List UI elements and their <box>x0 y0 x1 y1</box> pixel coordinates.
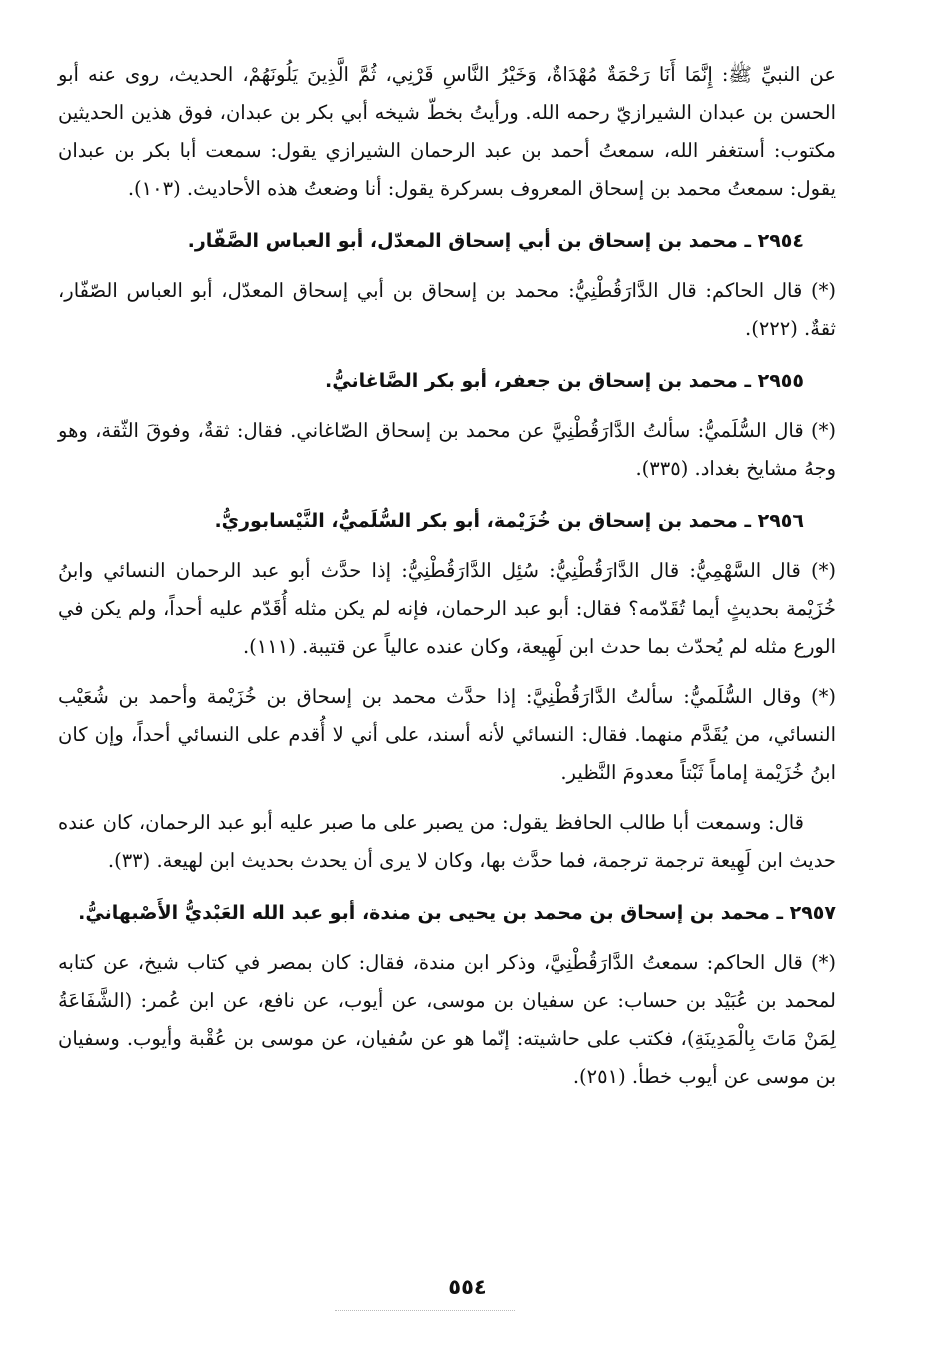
spacer <box>58 348 836 362</box>
spacer <box>58 208 836 222</box>
spacer <box>58 666 836 678</box>
entry-paragraph: (*) قال السَّهْمِيُّ: قال الدَّارَقُطْنِيُّ: سُئِل الدَّارَقُطْنِيُّ: إذا حدَّث أبو عبد الرحمان النسائي وابنُ خُزَيْمة بحديثٍ أيما تُقَدّمه؟ فقال: أبو عبد الرحمان، فإنه لم يكن مثله أُقَدّم عليه أحداً، ولم يكن في الورع مثله لم يُحدّث بما حدث ابن لَهِيعة، وكان عنده عالياً عن قتيبة. (١١١). <box>58 559 836 658</box>
entry-paragraph: (*) قال الحاكم: قال الدَّارَقُطْنِيُّ: محمد بن إسحاق بن أبي إسحاق المعدّل، أبو العباس الصّفّار، ثقةٌ. (٢٢٢). <box>58 279 836 340</box>
spacer <box>58 540 836 552</box>
entry-2957 <box>58 894 836 1096</box>
spacer <box>58 880 836 894</box>
entry-paragraph: (*) قال السُّلَميُّ: سألتُ الدَّارَقُطْنِيَّ عن محمد بن إسحاق الصّاغاني. فقال: ثقةٌ، وفوقَ الثّقة، وهو وجهُ مشايخ بغداد. (٣٣٥). <box>58 419 836 480</box>
entry-2956 <box>58 502 836 880</box>
entry-heading: ٢٩٥٤ ـ محمد بن إسحاق بن أبي إسحاق المعدّل، أبو العباس الصَّفّار. <box>187 230 804 252</box>
entry-2954 <box>58 222 836 348</box>
intro-paragraph: عن النبيِّ ﷺ: إِنَّمَا أَنَا رَحْمَةٌ مُهْدَاةٌ، وَخَيْرُ النَّاسِ قَرْنِي، ثُمَّ الَّذِينَ يَلُونَهُمْ، الحديث، روى عنه أبو الحسن بن عبدان الشيرازيّ رحمه الله. ورأيتُ بخطّ شيخه أبي بكر بن عبدان، فوق هذين الحديثين مكتوب: أستغفر الله، سمعتُ أحمد بن عبد الرحمان الشيرازي يقول: سمعت أبا بكر بن عبدان يقول: سمعتُ محمد بن إسحاق المعروف بسركرة يقول: أنا وضعتُ هذه الأحاديث. (١٠٣). <box>58 63 836 200</box>
spacer <box>58 792 836 804</box>
entry-heading: ٢٩٥٦ ـ محمد بن إسحاق بن خُزَيْمة، أبو بكر السُّلَميُّ، النَّيْسابوريُّ. <box>214 510 804 532</box>
entry-2955 <box>58 362 836 488</box>
entry-paragraph: (*) قال الحاكم: سمعتُ الدَّارَقُطْنِيَّ، وذكر ابن مندة، فقال: كان بمصر في كتاب شيخ، عن كتابه لمحمد بن عُبَيْد بن حساب: عن سفيان بن موسى، عن أيوب، عن نافع، عن ابن عُمر: (الشَّفَاعَةُ لِمَنْ مَاتَ بِالْمَدِينَةِ)، فكتب على حاشيته: إنّما هو عن سُفيان، عن موسى بن عُقْبة وأيوب. وسفيان بن موسى عن أيوب خطأ. (٢٥١). <box>58 951 836 1088</box>
footer-rule <box>335 1310 515 1312</box>
entry-heading: ٢٩٥٧ ـ محمد بن إسحاق بن محمد بن يحيى بن مندة، أبو عبد الله العَبْديُّ الأَصْبهانيُّ. <box>78 902 836 924</box>
spacer <box>58 932 836 944</box>
entry-heading: ٢٩٥٥ ـ محمد بن إسحاق بن جعفر، أبو بكر الصَّاغانيُّ. <box>325 370 804 392</box>
book-page <box>58 56 836 1346</box>
spacer <box>58 400 836 412</box>
page-number: ٥٥٤ <box>448 1275 487 1299</box>
entry-paragraph: (*) وقال السُّلَميُّ: سألتُ الدَّارَقُطْنِيَّ: إذا حدَّث محمد بن إسحاق بن خُزَيْمة وأحمد بن شُعَيْب النسائي، من يُقَدَّم منهما. فقال: النسائي لأنه أسند، على أني لا أُقدم على النسائي أحداً، وإن كان ابنُ خُزَيْمة إماماً ثَبْتاً معدومَ النَّظير. <box>58 685 836 784</box>
spacer <box>58 260 836 272</box>
entry-paragraph: قال: وسمعت أبا طالب الحافظ يقول: من يصبر على ما صبر عليه أبو عبد الرحمان، كان عنده حديث ابن لَهِيعة ترجمة ترجمة، فما حدَّث بها، وكان لا يرى أن يحدث بحديث ابن لهيعة. (٣٣). <box>58 811 836 872</box>
spacer <box>58 488 836 502</box>
